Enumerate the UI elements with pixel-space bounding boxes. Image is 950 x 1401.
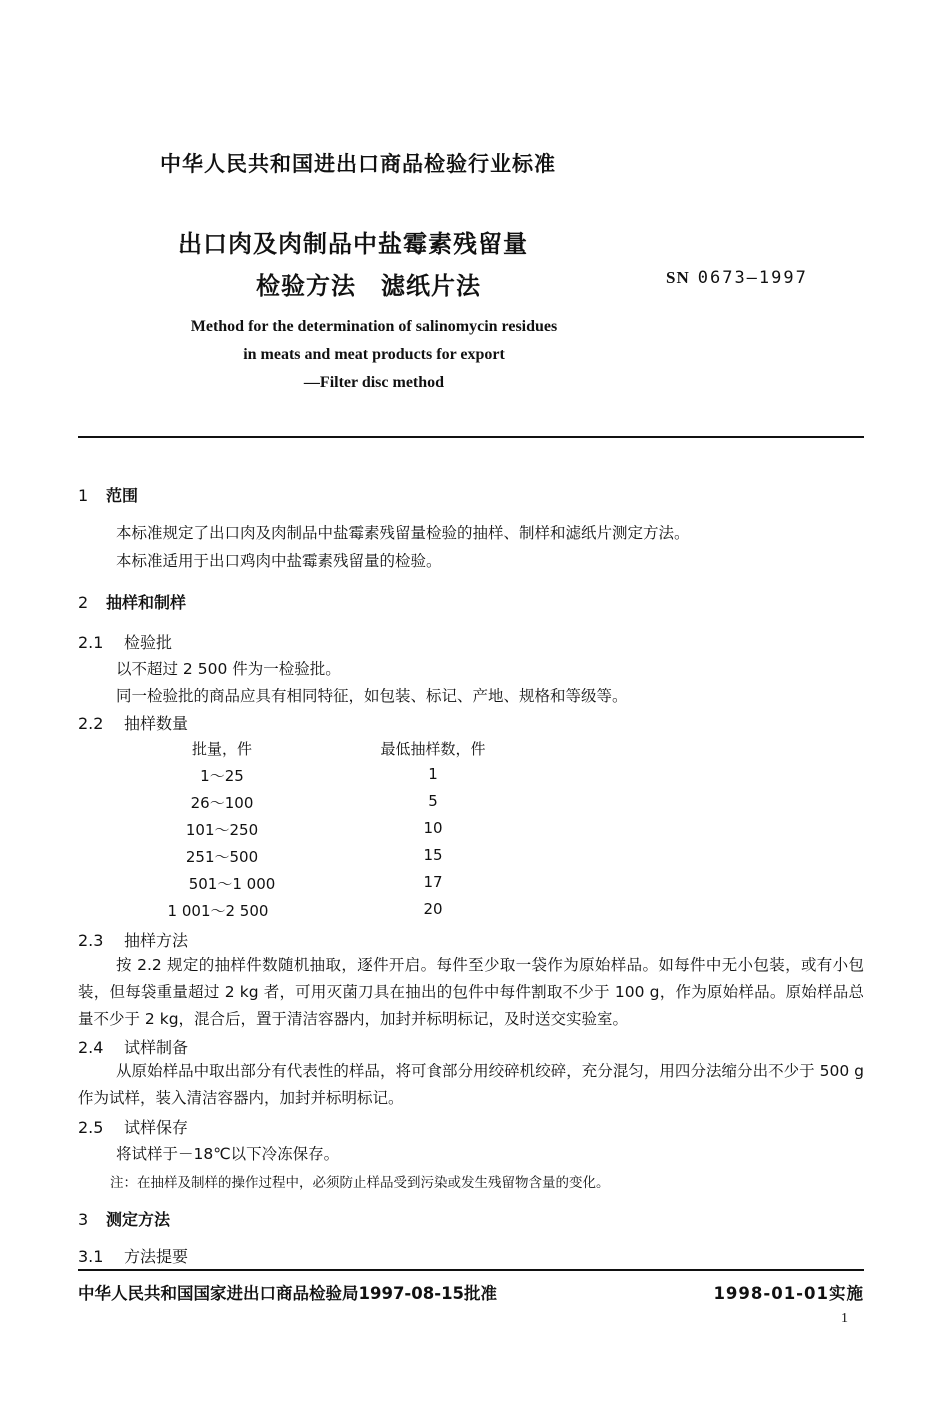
- section-2-1-paragraph-2: 同一检验批的商品应具有相同特征，如包装、标记、产地、规格和等级等。: [116, 687, 628, 705]
- section-2-4-paragraph: 从原始样品中取出部分有代表性的样品，将可食部分用绞碎机绞碎，充分混匀，用四分法缩分出不少于 500 g 作为试样，装入清洁容器内，加封并标明标记。: [78, 1062, 864, 1107]
- table-cell-lot: 501～1 000: [188, 875, 276, 893]
- table-header-min-samples: 最低抽样数，件: [380, 740, 486, 758]
- section-1-paragraph-1: 本标准规定了出口肉及肉制品中盐霉素残留量检验的抽样、制样和滤纸片测定方法。: [116, 524, 690, 542]
- section-1-paragraph-2: 本标准适用于出口鸡肉中盐霉素残留量的检验。: [116, 552, 442, 570]
- table-cell-samples: 15: [423, 846, 443, 864]
- table-cell-lot: 101～250: [185, 821, 259, 839]
- section-3-heading: 3 测定方法: [78, 1210, 171, 1229]
- standard-number: [666, 268, 808, 288]
- section-2-2-heading: 2.2 抽样数量: [78, 714, 189, 733]
- section-2-5-note: 注：在抽样及制样的操作过程中，必须防止样品受到污染或发生残留物含量的变化。: [110, 1175, 610, 1191]
- english-title-line-1: Method for the determination of salinomycin residues: [190, 318, 558, 335]
- table-cell-samples: 5: [428, 792, 438, 810]
- header-divider: [78, 436, 864, 438]
- standard-code: 0673—1997: [697, 268, 808, 288]
- page-number: 1: [841, 1311, 848, 1326]
- table-cell-lot: 251～500: [185, 848, 259, 866]
- table-cell-samples: 20: [423, 900, 443, 918]
- approval-statement: 中华人民共和国国家进出口商品检验局1997-08-15批准: [78, 1284, 498, 1303]
- section-2-5-heading: 2.5 试样保存: [78, 1118, 189, 1137]
- section-1-heading: 1 范围: [78, 486, 139, 505]
- implementation-date: 1998-01-01实施: [713, 1284, 864, 1303]
- title-line-2: 检验方法 滤纸片法: [256, 272, 481, 300]
- section-3-1-heading: 3.1 方法提要: [78, 1247, 189, 1266]
- section-2-3-paragraph: 按 2.2 规定的抽样件数随机抽取，逐件开启。每件至少取一袋作为原始样品。如每件中无小包装，或有小包装，但每袋重量超过 2 kg 者，可用灭菌刀具在抽出的包件中每件割取不少于 100 g，作为原始样品。原始样品总量不少于 2 kg，混合后，置于清洁容器内，加封并标明标记，及时送交实验室。: [78, 956, 864, 1028]
- table-cell-samples: 10: [423, 819, 443, 837]
- standard-prefix: SN: [666, 268, 690, 287]
- table-cell-samples: 1: [428, 765, 438, 783]
- section-2-heading: 2 抽样和制样: [78, 593, 187, 612]
- table-header-lot-size: 批量，件: [191, 740, 252, 758]
- section-2-4-heading: 2.4 试样制备: [78, 1038, 189, 1057]
- standard-category-header: 中华人民共和国进出口商品检验行业标准: [160, 152, 556, 176]
- table-cell-lot: 1 001～2 500: [167, 902, 269, 920]
- table-cell-lot: 26～100: [190, 794, 254, 812]
- section-2-3-heading: 2.3 抽样方法: [78, 931, 189, 950]
- section-2-5-paragraph: 将试样于－18℃以下冷冻保存。: [116, 1145, 340, 1163]
- section-2-1-heading: 2.1 检验批: [78, 633, 173, 652]
- table-cell-samples: 17: [423, 873, 443, 891]
- footer-divider: [78, 1269, 864, 1271]
- table-cell-lot: 1～25: [200, 767, 244, 785]
- english-title-line-2: in meats and meat products for export: [243, 346, 505, 363]
- section-2-1-paragraph-1: 以不超过 2 500 件为一检验批。: [116, 660, 341, 678]
- english-title-line-3: —Filter disc method: [303, 374, 445, 391]
- title-line-1: 出口肉及肉制品中盐霉素残留量: [178, 230, 528, 258]
